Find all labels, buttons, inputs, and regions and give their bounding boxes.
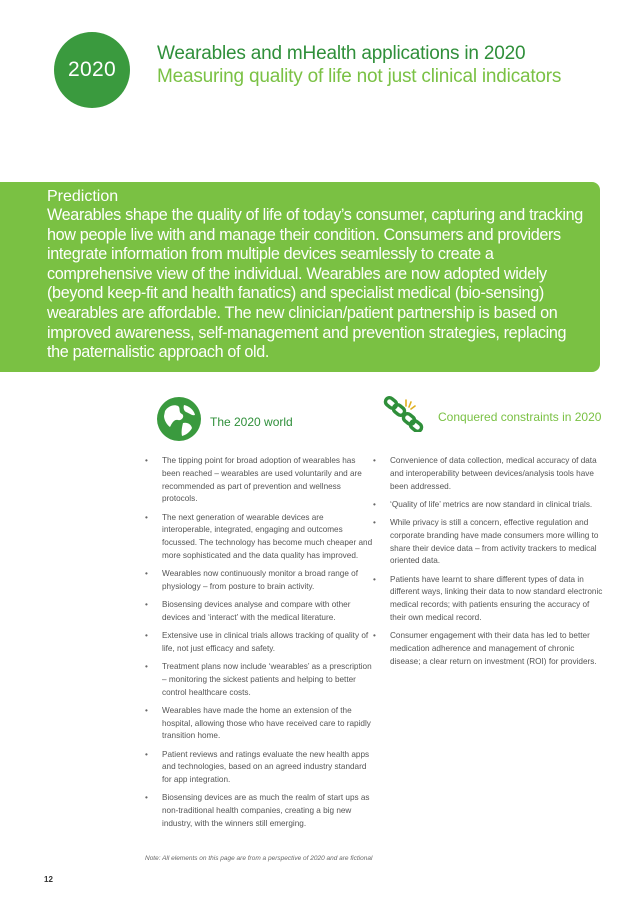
list-item: • Consumer engagement with their data has led to better medication adherence and management of chronic disease; a clear return on investment (ROI) for providers. [371, 630, 603, 668]
footnote: Note: All elements on this page are from a perspective of 2020 and are fictional [145, 855, 373, 862]
list-item: • Biosensing devices analyse and compare with other devices and ‘interact’ with the medical literature. [143, 599, 373, 625]
page-subtitle: Measuring quality of life not just clinical indicators [157, 66, 562, 87]
prediction-label: Prediction [47, 188, 119, 205]
constraints-heading [382, 396, 601, 437]
list-item: • The tipping point for broad adoption of wearables has been reached – wearables are used voluntarily and are recommended as part of prevention and wellness protocols. [143, 455, 373, 506]
page-header [157, 42, 627, 88]
list-item: • The next generation of wearable devices are interoperable, integrated, engaging and outcomes focussed. The technology has become much cheaper and more sophisticated and the data quality has improved. [143, 512, 373, 563]
page-number: 12 [44, 875, 53, 884]
list-item: • Extensive use in clinical trials allows tracking of quality of life, not just efficacy and safety. [143, 630, 373, 656]
list-item: • While privacy is still a concern, effective regulation and corporate branding have made consumers more willing to share their device data – from activity trackers to medical oriented data. [371, 517, 603, 568]
constraints-list [371, 455, 603, 674]
prediction-text: Wearables shape the quality of life of today’s consumer, capturing and tracking how people live with and manage their condition. Consumers and providers integrate information from multiple devices seamlessly to create a comprehensive view of the individual. Wearables are now adopted widely (beyond keep-fit and health fanatics) and specialist medical (bio-sensing) wearables are affordable. The new clinician/patient partnership is based on improved awareness, self-management and prevention strategies, replacing the paternalistic approach of old. [47, 206, 583, 362]
list-item: • Patients have learnt to share different types of data in different ways, linking their data to now standard electronic medical records; with patients ensuring the accuracy of their own medical record. [371, 574, 603, 625]
list-item: • Convenience of data collection, medical accuracy of data and interoperability between devices/analysis tools have been addressed. [371, 455, 603, 493]
list-item: • Wearables now continuously monitor a broad range of physiology – from posture to brain activity. [143, 568, 373, 594]
broken-chain-icon [382, 396, 428, 437]
constraints-label: Conquered constraints in 2020 [438, 409, 602, 424]
year-label: 2020 [68, 58, 116, 81]
world-2020-heading [156, 396, 293, 447]
world-2020-label: The 2020 world [210, 414, 293, 429]
list-item: • Treatment plans now include ‘wearables’ as a prescription – monitoring the sickest patients and helping to better control healthcare costs. [143, 661, 373, 699]
world-2020-list [143, 455, 373, 836]
page-title: Wearables and mHealth applications in 2020 [157, 43, 526, 64]
year-badge [54, 32, 130, 108]
list-item: • Patient reviews and ratings evaluate the new health apps and technologies, based on an agreed industry standard for app integration. [143, 749, 373, 787]
list-item: • Wearables have made the home an extension of the hospital, allowing those who have received care to rapidly transition home. [143, 705, 373, 743]
list-item: • Biosensing devices are as much the realm of start ups as non-traditional health companies, creating a big new industry, with the winners still emerging. [143, 792, 373, 830]
globe-icon [156, 396, 202, 447]
prediction-panel [0, 182, 600, 372]
list-item: • ‘Quality of life’ metrics are now standard in clinical trials. [371, 499, 603, 512]
